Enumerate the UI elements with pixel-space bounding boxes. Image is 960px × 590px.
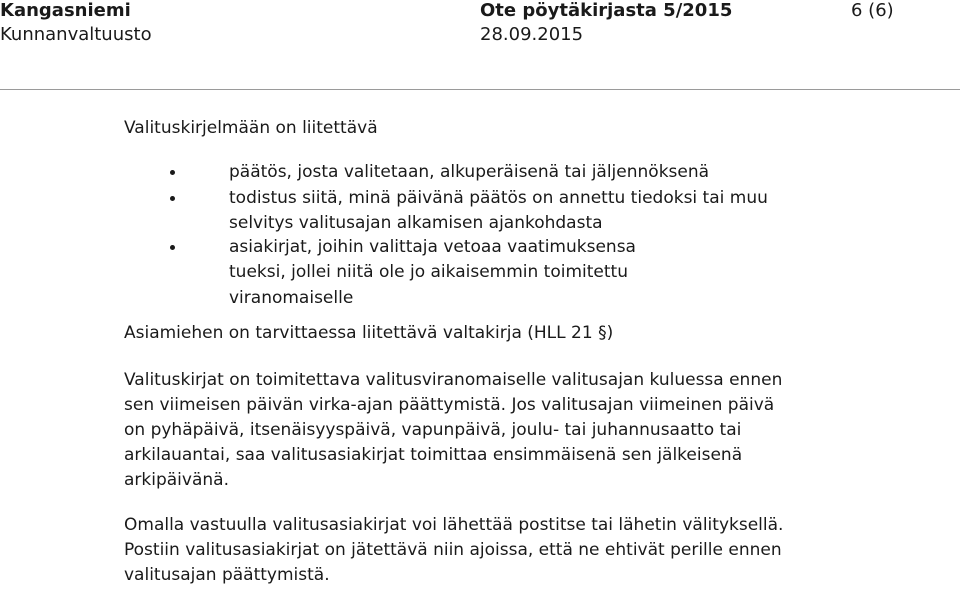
paragraph-line: arkilauantai, saa valitusasiakirjat toimittaa ensimmäisenä sen jälkeisenä [124,445,743,465]
paragraph-line: sen viimeisen päivän virka-ajan päättymistä. Jos valitusajan viimeinen päivä [124,395,775,415]
bullet-icon [170,245,175,250]
list-item-line: päätös, josta valitetaan, alkuperäisenä tai jäljennöksenä [229,162,710,182]
attachments-intro: Valituskirjelmään on liitettävä [124,118,378,138]
list-item-line: selvitys valitusajan alkamisen ajankohdasta [229,213,603,233]
governing-body: Kunnanvaltuusto [0,24,152,45]
bullet-icon [170,170,175,175]
list-item-line: tueksi, jollei niitä ole jo aikaisemmin toimitettu [229,262,628,282]
list-item-line: viranomaiselle [229,288,354,308]
paragraph-line: on pyhäpäivä, itsenäisyyspäivä, vapunpäivä, joulu- tai juhannusaatto tai [124,420,742,440]
paragraph-line: valitusajan päättymistä. [124,565,330,585]
paragraph-line: Postiin valitusasiakirjat on jätettävä niin ajoissa, että ne ehtivät perille ennen [124,540,782,560]
attorney-note: Asiamiehen on tarvittaessa liitettävä valtakirja (HLL 21 §) [124,323,614,343]
paragraph-line: Omalla vastuulla valitusasiakirjat voi lähettää postitse tai lähetin välityksellä. [124,515,784,535]
bullet-icon [170,196,175,201]
document-date: 28.09.2015 [480,24,584,45]
organization-name: Kangasniemi [0,0,131,21]
page-number: 6 (6) [851,0,894,21]
document-title: Ote pöytäkirjasta 5/2015 [480,0,733,21]
list-item-line: asiakirjat, joihin valittaja vetoaa vaatimuksensa [229,237,636,257]
paragraph-line: arkipäivänä. [124,470,229,490]
header-divider [0,89,960,90]
paragraph-line: Valituskirjat on toimitettava valitusviranomaiselle valitusajan kuluessa ennen [124,370,783,390]
list-item-line: todistus siitä, minä päivänä päätös on annettu tiedoksi tai muu [229,188,768,208]
